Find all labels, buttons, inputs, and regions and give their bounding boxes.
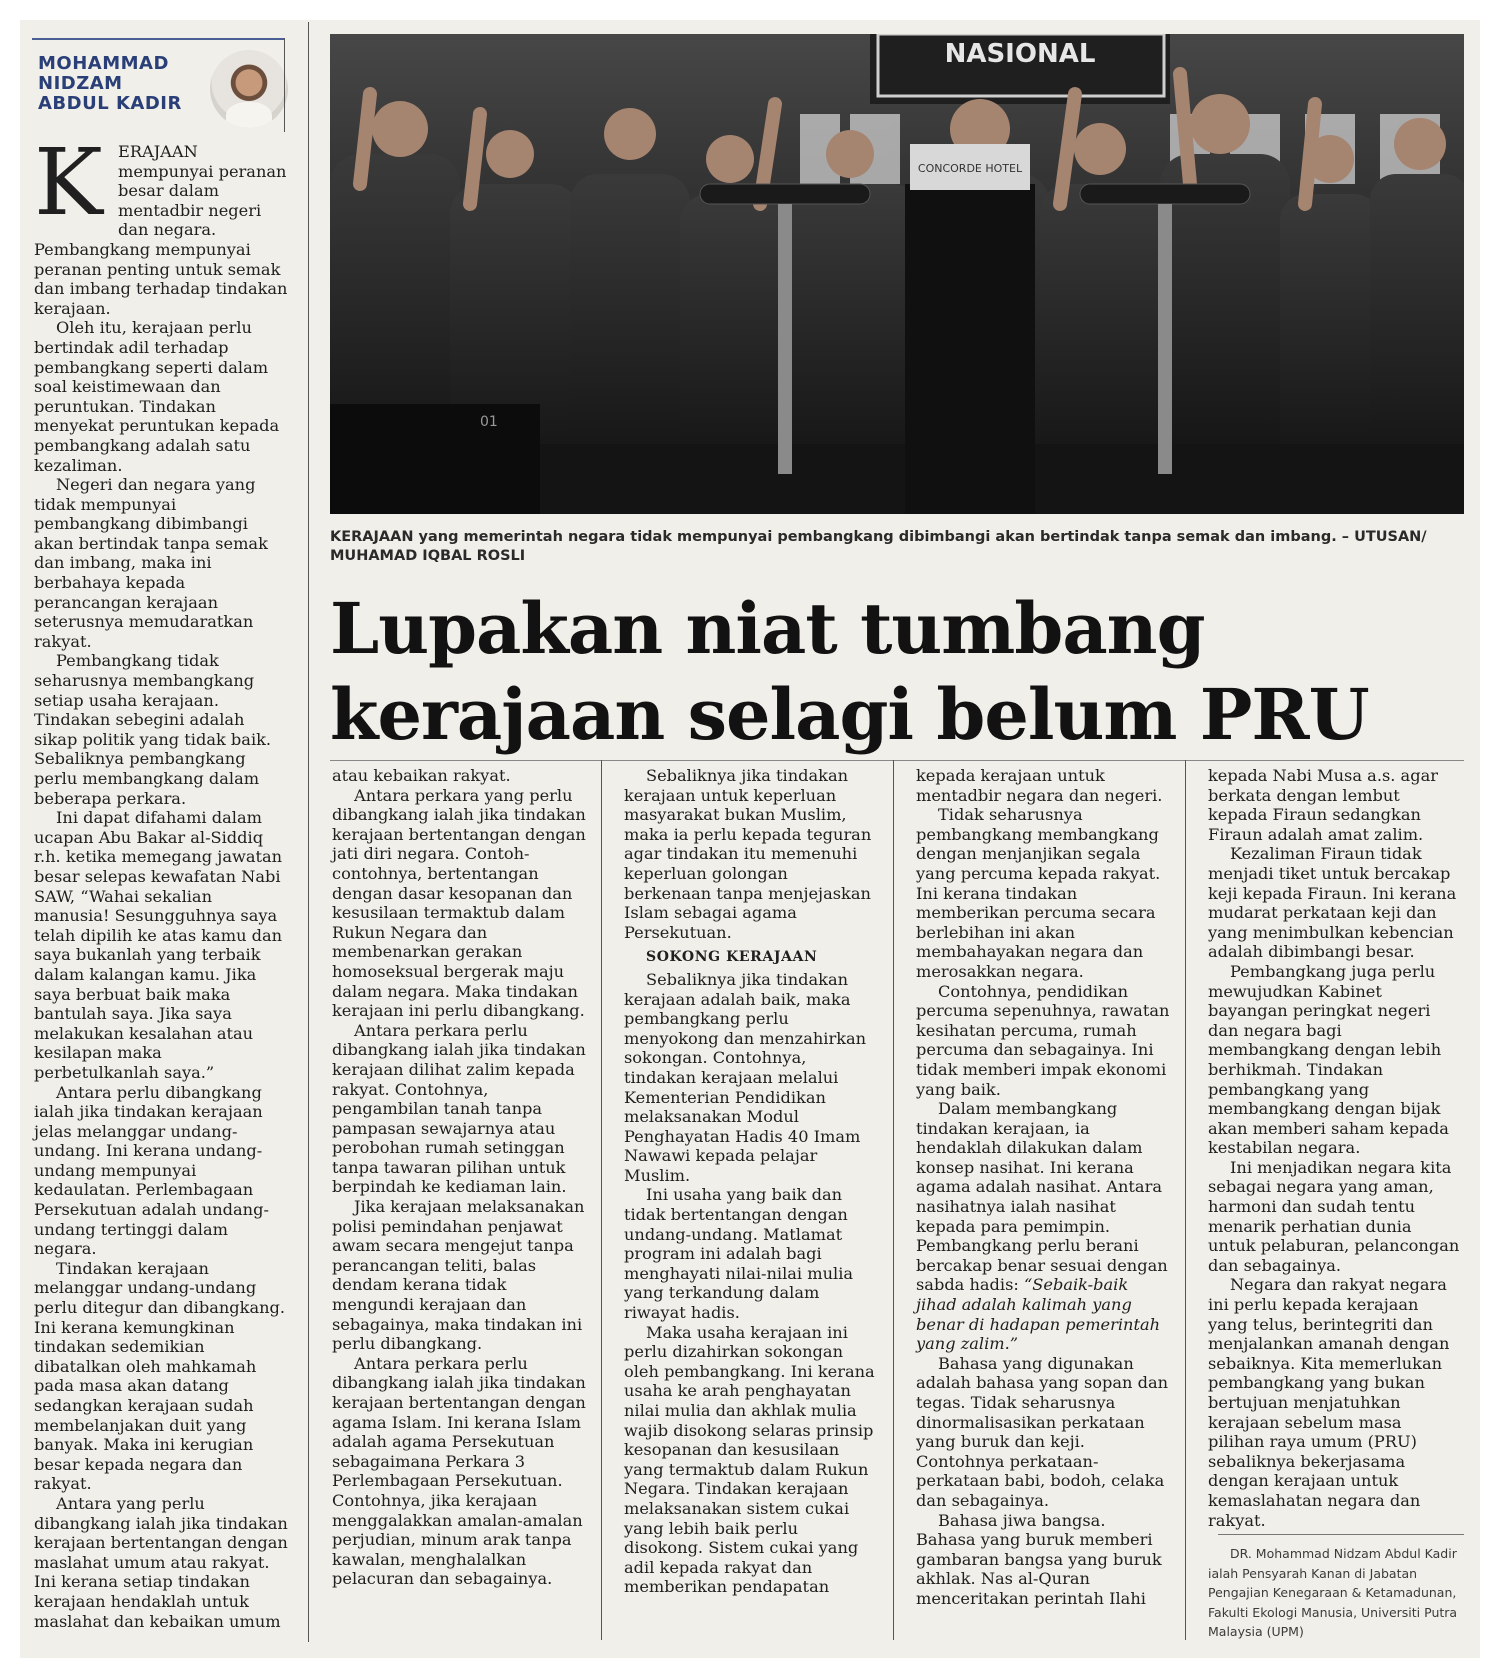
author-bio: DR. Mohammad Nidzam Abdul Kadir ialah Pensyarah Kanan di Jabatan Pengajian Kenegaraan & Ketamadunan, Fakulti Ekologi Manusia, Universiti Putra Malaysia (UPM) <box>1208 1546 1458 1640</box>
paragraph: Pembangkang tidak seharusnya membangkang setiap usaha kerajaan. Tindakan sebegini adalah sikap politik yang tidak baik. Sebaliknya pembangkang perlu membangkang dalam beberapa perkara. <box>34 651 272 808</box>
author-byline <box>32 40 282 132</box>
paragraph <box>916 1099 1170 1354</box>
author-name-line: MOHAMMAD <box>38 53 169 74</box>
article-column-5 <box>1208 766 1462 1642</box>
paragraph: Bahasa yang digunakan adalah bahasa yang sopan dan tegas. Tidak seharusnya dinormalisasikan perkataan yang buruk dan keji. Contohnya perkataan-perkataan babi, bodoh, celaka dan sebagainya. <box>916 1353 1169 1510</box>
hadith-quote: “Sebaik-baik jihad adalah kalimah yang benar di hadapan pemerintah yang zalim.” <box>916 1275 1161 1354</box>
column-divider <box>1185 760 1186 1640</box>
headline-line: kerajaan selagi belum PRU <box>330 673 1369 756</box>
body-top-rule <box>330 760 1464 761</box>
news-photo <box>330 34 1464 514</box>
paragraph: kepada Nabi Musa a.s. agar berkata dengan lembut kepada Firaun sedangkan Firaun adalah amat zalim. <box>1208 766 1438 844</box>
podium <box>700 144 1250 514</box>
paragraph: Tindakan kerajaan melanggar undang-undang perlu ditegur dan dibangkang. Ini kerana kemungkinan tindakan sedemikian dibatalkan oleh mahkamah pada masa akan datang sedangkan kerajaan sudah membelanjakan duit yang banyak. Maka ini kerugian besar kepada negara dan rakyat. <box>34 1258 286 1494</box>
subheading: SOKONG KERAJAAN <box>646 949 818 966</box>
paragraph: Antara perkara perlu dibangkang ialah jika tindakan kerajaan bertentangan dengan agama Islam. Ini kerana Islam adalah agama Persekutuan sebagaimana Perkara 3 Perlembagaan Persekutuan. Contohnya, jika kerajaan menggalakkan amalan-amalan perjudian, minum arak tanpa kawalan, menghalalkan pelacuran dan sebagainya. <box>332 1353 586 1589</box>
headline <box>330 586 1464 758</box>
headline-line: Lupakan niat tumbang <box>330 587 1205 670</box>
article-column-1 <box>34 129 288 1631</box>
paragraph-text: Dalam membangkang tindakan kerajaan, ia hendaklah dilakukan dalam konsep nasihat. Ini kerana agama adalah nasihat. Antara nasihatnya ialah nasihat kepada para pemimpin. Pembangkang perlu berani bercakap benar sesuai dengan sabda hadis: <box>916 1099 1168 1295</box>
paragraph: Jika kerajaan melaksanakan polisi pemindahan penjawat awam secara mengejut tanpa perancangan teliti, balas dendam kerana tidak mengundi kerajaan dan sebagainya, maka tindakan ini perlu dibangkang. <box>332 1197 585 1354</box>
paragraph: Oleh itu, kerajaan perlu bertindak adil terhadap pembangkang seperti dalam soal keistimewaan dan peruntukan. Tindakan menyekat peruntukan kepada pembangkang adalah satu kezaliman. <box>34 318 280 475</box>
photo-caption: KERAJAAN yang memerintah negara tidak mempunyai pembangkang dibimbangi akan bertindak tanpa semak dan imbang. – UTUSAN/ MUHAMAD IQBAL ROSLI <box>330 529 1427 564</box>
paragraph: Ini usaha yang baik dan tidak bertentangan dengan undang-undang. Matlamat program ini adalah bagi menghayati nilai-nilai mulia yang terkandung dalam riwayat hadis. <box>624 1185 854 1323</box>
paragraph: Negeri dan negara yang tidak mempunyai pembangkang dibimbangi akan bertindak tanpa semak dan imbang, maka ini berbahaya kepada perancangan kerajaan seterusnya memudaratkan rakyat. <box>34 475 268 651</box>
paragraph-text: ERAJAAN mempunyai peranan besar dalam mentadbir negeri dan negara. Pembangkang mempunyai peranan penting untuk semak dan imbang terhadap tindakan kerajaan. <box>34 142 288 318</box>
author-name <box>38 54 182 114</box>
paragraph: Bahasa jiwa bangsa. Bahasa yang buruk memberi gambaran bangsa yang buruk akhlak. Nas al-Quran menceritakan perintah Ilahi <box>916 1510 1162 1608</box>
paragraph: Tidak seharusnya pembangkang membangkang dengan menjanjikan segala yang percuma kepada rakyat. Ini kerana tindakan memberikan percuma secara berlebihan ini akan membahayakan negara dan merosakkan negara. <box>916 805 1161 981</box>
stage-monitor <box>330 404 540 514</box>
paragraph: atau kebaikan rakyat. <box>332 766 511 785</box>
paragraph: Antara perkara yang perlu dibangkang ialah jika tindakan kerajaan bertentangan dengan jati diri negara. Contoh-contohnya, bertentangan dengan dasar kesopanan dan kesusilaan termaktub dalam Rukun Negara dan membenarkan gerakan homoseksual bergerak maju dalam negara. Maka tindakan kerajaan ini perlu dibangkang. <box>332 785 586 1021</box>
paragraph: Ini menjadikan negara kita sebagai negara yang aman, harmoni dan sudah tentu menarik perhatian dunia untuk pelaburan, pelancongan dan sebagainya. <box>1208 1157 1460 1275</box>
monitor-label: 01 <box>480 414 498 430</box>
article-column-2 <box>332 766 586 1589</box>
paragraph <box>34 129 288 318</box>
paragraph: Sebaliknya jika tindakan kerajaan adalah baik, maka pembangkang perlu menyokong dan menzahirkan sokongan. Contohnya, tindakan kerajaan melalui Kementerian Pendidikan melaksanakan Modul Penghayatan Hadis 40 Imam Nawawi kepada pelajar Muslim. <box>624 969 867 1185</box>
article-column-4 <box>916 766 1170 1609</box>
paragraph: Maka usaha kerajaan ini perlu dizahirkan sokongan oleh pembangkang. Ini kerana usaha ke arah penghayatan nilai mulia dan akhlak mulia wajib disokong selaras prinsip kesopanan dan kesusilaan yang termaktub dalam Rukun Negara. Tindakan kerajaan melaksanakan sistem cukai yang lebih baik perlu disokong. Sistem cukai yang adil kepada rakyat dan memberikan pendapatan <box>624 1322 875 1597</box>
paragraph: Antara yang perlu dibangkang ialah jika tindakan kerajaan bertentangan dengan maslahat umum atau rakyat. Ini kerana setiap tindakan kerajaan hendaklah untuk maslahat dan kebaikan umum <box>34 1493 288 1631</box>
paragraph: kepada kerajaan untuk mentadbir negara dan negeri. <box>916 766 1163 805</box>
paragraph: Kezaliman Firaun tidak menjadi tiket untuk bercakap keji kepada Firaun. Ini kerana mudarat perkataan keji dan yang menimbulkan kebencian adalah dibimbangi besar. <box>1208 844 1457 962</box>
paragraph: Ini dapat difahami dalam ucapan Abu Bakar al-Siddiq r.h. ketika memegang jawatan besar selepas kewafatan Nabi SAW, “Wahai sekalian manusia! Sesungguhnya saya telah dipilih ke atas kamu dan saya bukanlah yang terbaik dalam kalangan kamu. Jika saya berbuat baik maka bantulah saya. Jika saya melakukan kesalahan atau kesilapan maka perbetulkanlah saya.” <box>34 808 283 1082</box>
author-name-line: ABDUL KADIR <box>38 93 182 114</box>
author-name-line: NIDZAM <box>38 73 123 94</box>
paragraph: Contohnya, pendidikan percuma sepenuhnya, rawatan kesihatan percuma, rumah percuma dan sebagainya. Ini tidak memberi impak ekonomi yang baik. <box>916 981 1170 1099</box>
byline-divider <box>284 38 285 132</box>
column-divider <box>308 22 309 1642</box>
paragraph: Pembangkang juga perlu mewujudkan Kabinet bayangan peringkat negeri dan negara bagi membangkang dengan lebih berhikmah. Tindakan pembangkang yang membangkang dengan bijak akan memberi saham kepada kestabilan negara. <box>1208 961 1449 1158</box>
author-avatar <box>210 50 288 128</box>
press-conference-illustration <box>330 34 1464 514</box>
podium-sign: CONCORDE HOTEL <box>917 162 1023 175</box>
banner-text: NASIONAL <box>944 39 1096 69</box>
paragraph: Sebaliknya jika tindakan kerajaan untuk keperluan masyarakat bukan Muslim, maka ia perlu kepada teguran agar tindakan itu memenuhi keperluan golongan berkenaan tanpa menjejaskan Islam sebagai agama Persekutuan. <box>624 766 872 942</box>
column-divider <box>893 760 894 1640</box>
column-divider <box>601 760 602 1640</box>
paragraph: Antara perlu dibangkang ialah jika tindakan kerajaan jelas melanggar undang-undang. Ini kerana undang-undang mempunyai kedaulatan. Perlembagaan Persekutuan adalah undang-undang tertinggi dalam negara. <box>34 1082 269 1259</box>
paragraph: Negara dan rakyat negara ini perlu kepada kerajaan yang telus, berintegriti dan menjalankan amanah dengan sebaiknya. Kita memerlukan pembangkang yang bukan bertujuan menjatuhkan kerajaan sebelum masa pilihan raya umum (PRU) sebaliknya bekerjasama dengan kerajaan untuk kemaslahatan negara dan rakyat. <box>1208 1275 1450 1530</box>
paragraph: Antara perkara perlu dibangkang ialah jika tindakan kerajaan dilihat zalim kepada rakyat. Contohnya, pengambilan tanah tanpa pampasan sewajarnya atau perobohan rumah setinggan tanpa tawaran pilihan untuk berpindah ke kediaman lain. <box>332 1020 586 1197</box>
article-column-3 <box>624 766 878 1597</box>
drop-cap: K <box>34 129 103 236</box>
